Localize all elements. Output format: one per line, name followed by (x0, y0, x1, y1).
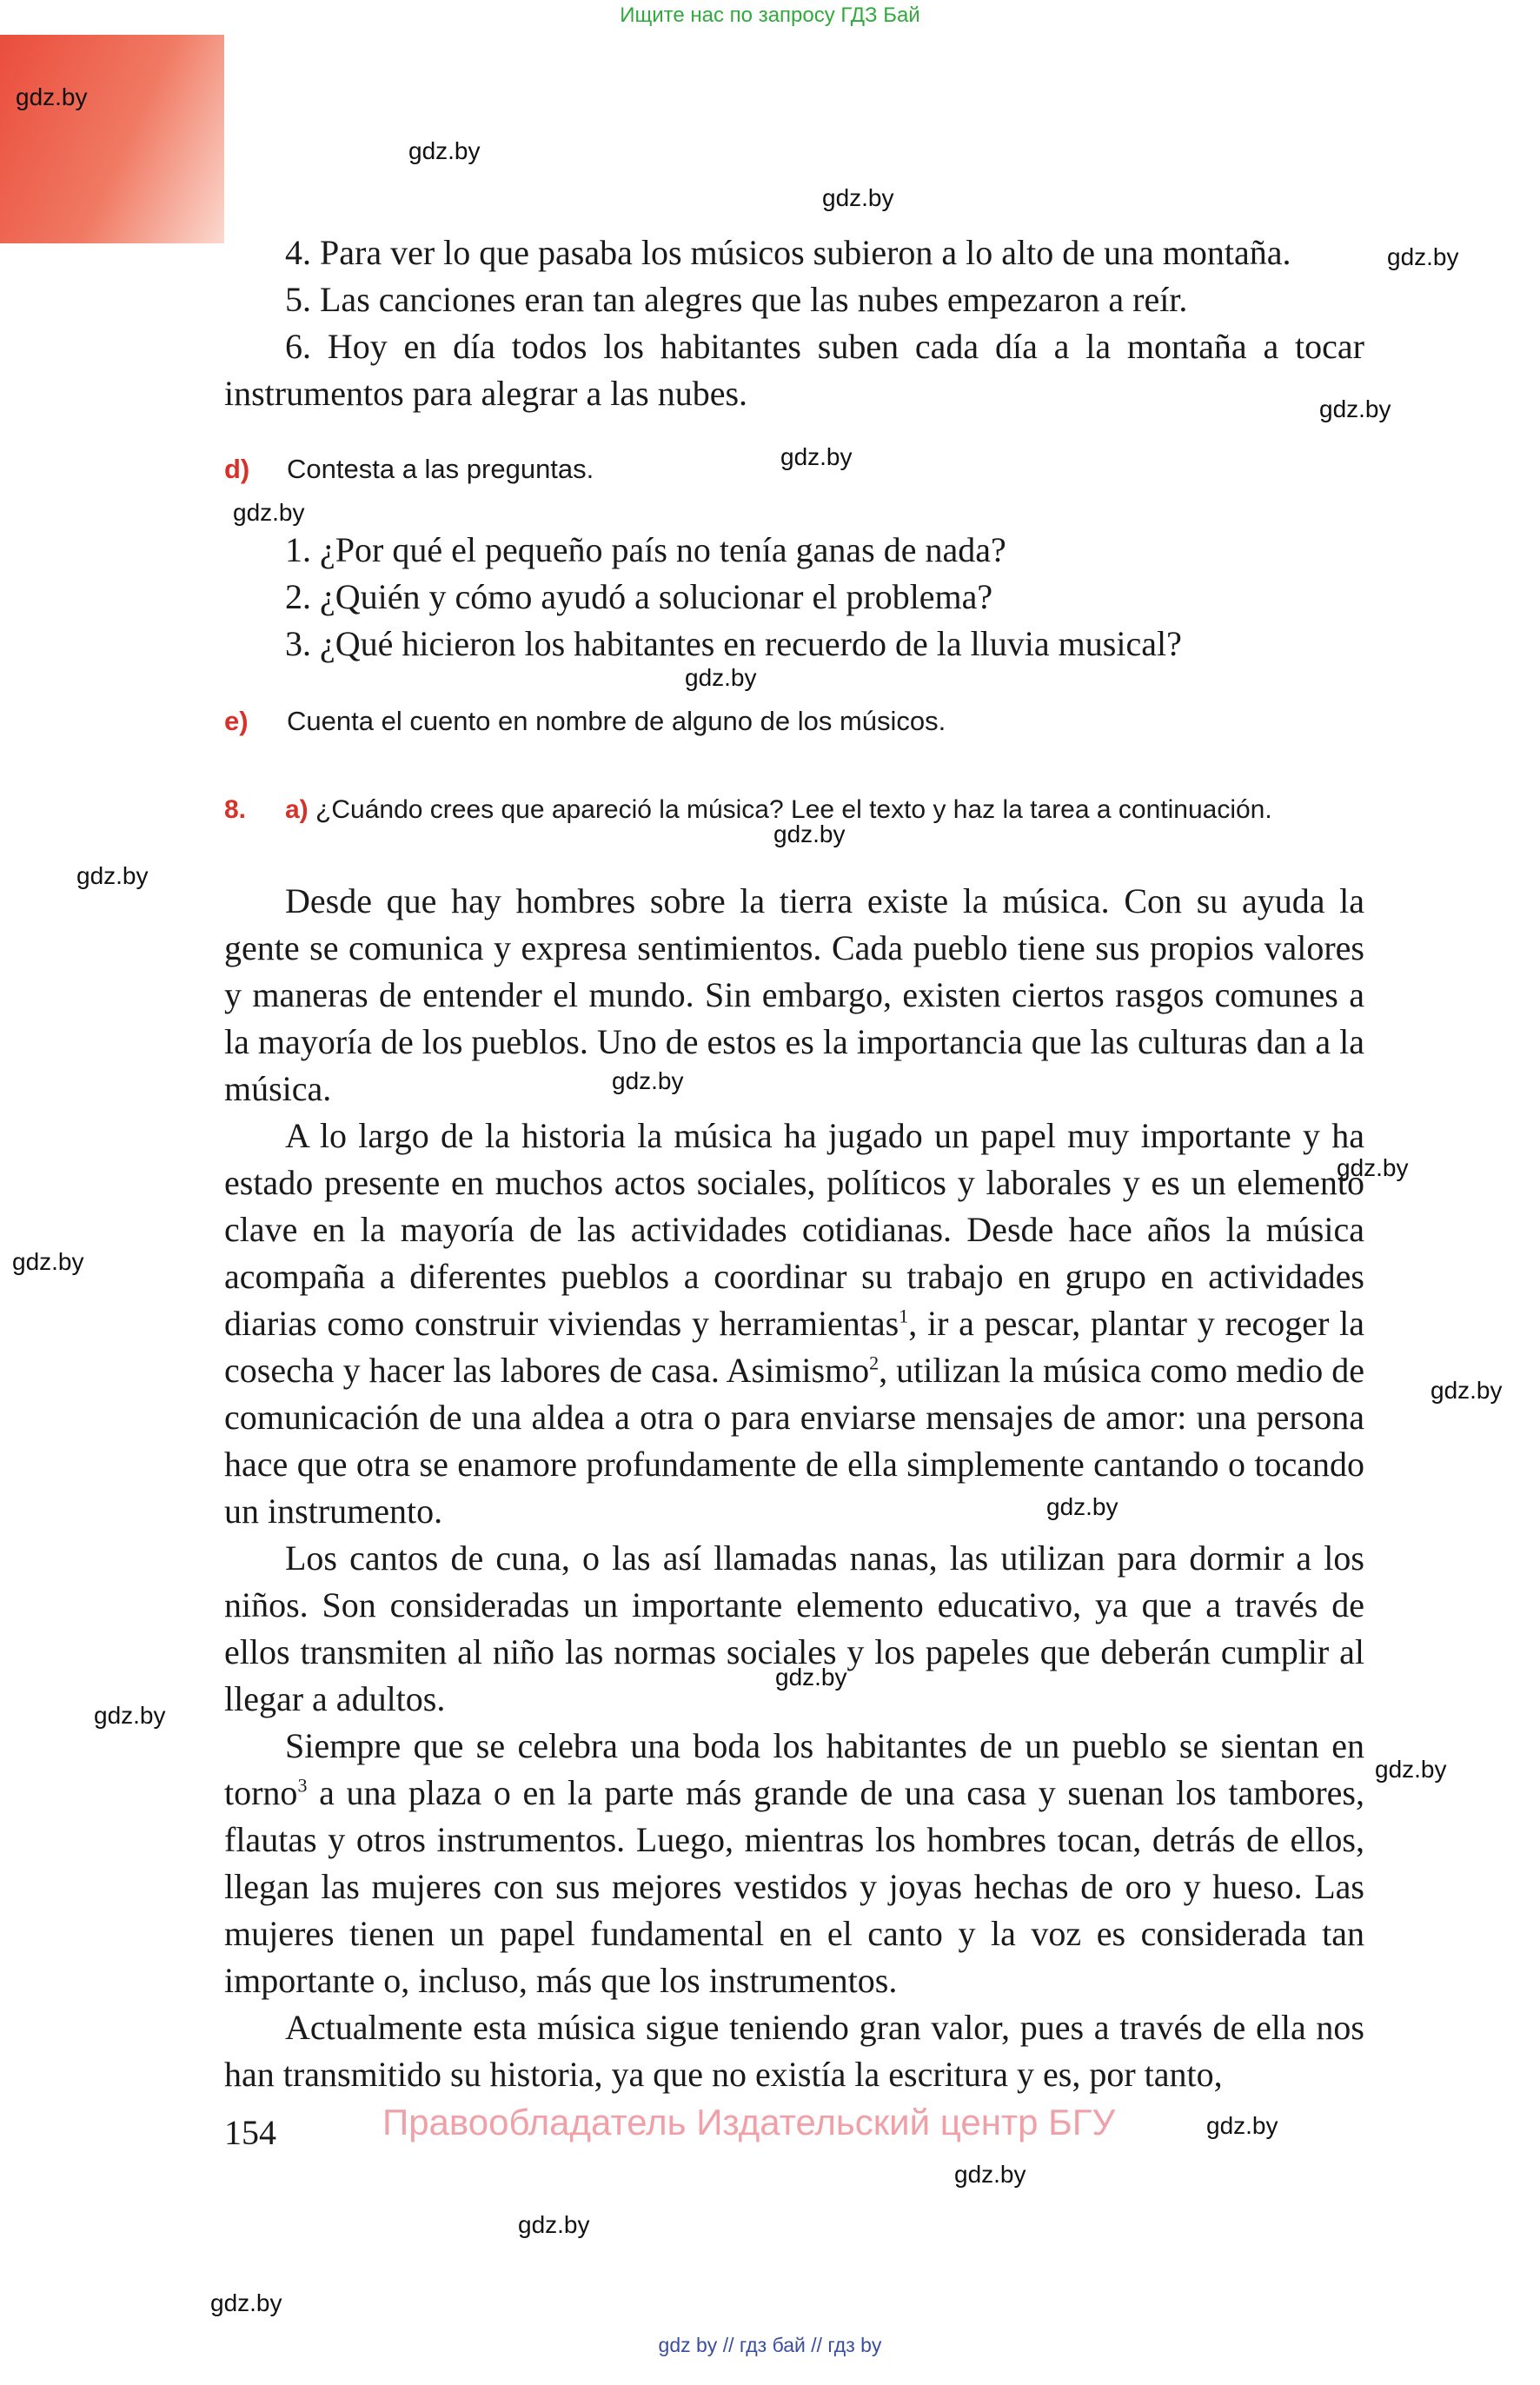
footnote-ref-3: 3 (297, 1774, 308, 1797)
task-d (224, 450, 1364, 488)
footer-links[interactable]: gdz by // гдз бай // гдз by (658, 2334, 882, 2356)
search-hint-banner: Ищите нас по запросу ГДЗ Бай (620, 3, 920, 27)
watermark: gdz.by (1046, 1493, 1118, 1520)
watermark: gdz.by (822, 184, 894, 211)
watermark: gdz.by (518, 2211, 590, 2238)
watermark: gdz.by (1387, 243, 1459, 270)
watermark: gdz.by (16, 83, 88, 110)
watermark: gdz.by (1375, 1756, 1447, 1783)
statement-5: 5. Las canciones eran tan alegres que las nubes empezaron a reír. (285, 280, 1188, 319)
paragraph-1: Desde que hay hombres sobre la tierra existe la música. Con su ayuda la gente se comunica y expresa sentimientos. Cada pueblo tiene sus propios valores y maneras de entender el mundo. Sin embargo, existen ciertos rasgos comunes a la mayoría de los pueblos. Uno de estos es la importancia que las culturas dan a la música. (224, 881, 1364, 1108)
watermark: gdz.by (954, 2161, 1026, 2188)
watermark: gdz.by (76, 862, 149, 889)
task-e-label: e) (224, 706, 249, 736)
paragraph-5: Actualmente esta música sigue teniendo gran valor, pues a través de ella nos han transmitido su historia, ya que no existía la escritura y es, por tanto, (224, 2008, 1364, 2094)
watermark: gdz.by (773, 820, 846, 847)
task-d-text: Contesta a las preguntas. (287, 454, 594, 484)
watermark: gdz.by (685, 664, 757, 691)
question-1: 1. ¿Por qué el pequeño país no tenía ganas de nada? (285, 530, 1006, 569)
watermark: gdz.by (1206, 2112, 1278, 2139)
watermark: gdz.by (1337, 1154, 1409, 1181)
statement-4: 4. Para ver lo que pasaba los músicos subieron a lo alto de una montaña. (285, 233, 1291, 272)
watermark: gdz.by (233, 499, 305, 526)
watermark: gdz.by (12, 1248, 84, 1275)
task-e (224, 702, 1364, 741)
watermark: gdz.by (210, 2289, 282, 2316)
exercise-7-statements (224, 229, 1364, 417)
footnote-ref-1: 1 (899, 1305, 909, 1327)
question-3: 3. ¿Qué hicieron los habitantes en recuerdo de la lluvia musical? (285, 624, 1182, 663)
task-a-text: ¿Cuándo crees que apareció la música? Lee el texto y haz la tarea a continuación. (315, 795, 1272, 824)
exercise-number: 8. (224, 795, 247, 824)
footnote-ref-2: 2 (869, 1352, 880, 1374)
exercise-8-heading (224, 791, 1364, 829)
watermark: gdz.by (775, 1664, 847, 1691)
paragraph-2: A lo largo de la historia la música ha jugado un papel muy importante y ha estado presente en muchos actos sociales, políticos y laborales y es un elemento clave en la mayoría de las actividades cotidianas. Desde hace años la música acompaña a diferentes pueblos a coordinar su trabajo en grupo en actividades diarias como construir viviendas y herramientas$^1$, ir a pescar, plantar y recoger la cosecha y hacer las labores de casa. Asimismo$^2$, utilizan la música como medio de comunicación de una aldea a otra o para enviarse mensajes de amor: una persona hace que otra se enamore profundamente de ella simplemente cantando o tocando un instrumento. (224, 1116, 1364, 1531)
page-number: 154 (224, 2113, 276, 2152)
watermark: gdz.by (1319, 395, 1391, 422)
task-d-label: d) (224, 454, 250, 484)
rights-holder-watermark: Правообладатель Издательский центр БГУ (382, 2102, 1116, 2143)
statement-6: 6. Hoy en día todos los habitantes suben cada día a la montaña a tocar instrumentos para alegrar a las nubes. (224, 327, 1364, 413)
watermark: gdz.by (780, 443, 853, 470)
watermark: gdz.by (612, 1067, 684, 1094)
paragraph-4: Siempre que se celebra una boda los habitantes de un pueblo se sientan en torno$^3$ a una plaza o en la parte más grande de una casa y suenan los tambores, flautas y otros instrumentos. Luego, mientras los hombres tocan, detrás de ellos, llegan las mujeres con sus mejores vestidos y joyas hechas de oro y hueso. Las mujeres tienen un papel fundamental en el canto y la voz es considerada tan importante o, incluso, más que los instrumentos. (224, 1726, 1364, 2000)
corner-decoration (0, 35, 224, 243)
paragraph-3: Los cantos de cuna, o las así llamadas nanas, las utilizan para dormir a los niños. Son consideradas un importante elemento educativo, ya que a través de ellos transmiten al niño las normas sociales y los papeles que deberán cumplir al llegar a adultos. (224, 1538, 1364, 1718)
task-e-text: Cuenta el cuento en nombre de alguno de los músicos. (287, 706, 946, 736)
watermark: gdz.by (408, 137, 481, 164)
watermark: gdz.by (1430, 1377, 1503, 1404)
questions-list (224, 527, 1364, 668)
question-2: 2. ¿Quién y cómo ayudó a solucionar el problema? (285, 577, 993, 616)
task-a-label: a) (285, 795, 309, 824)
reading-text (224, 878, 1364, 2098)
watermark: gdz.by (94, 1702, 166, 1729)
